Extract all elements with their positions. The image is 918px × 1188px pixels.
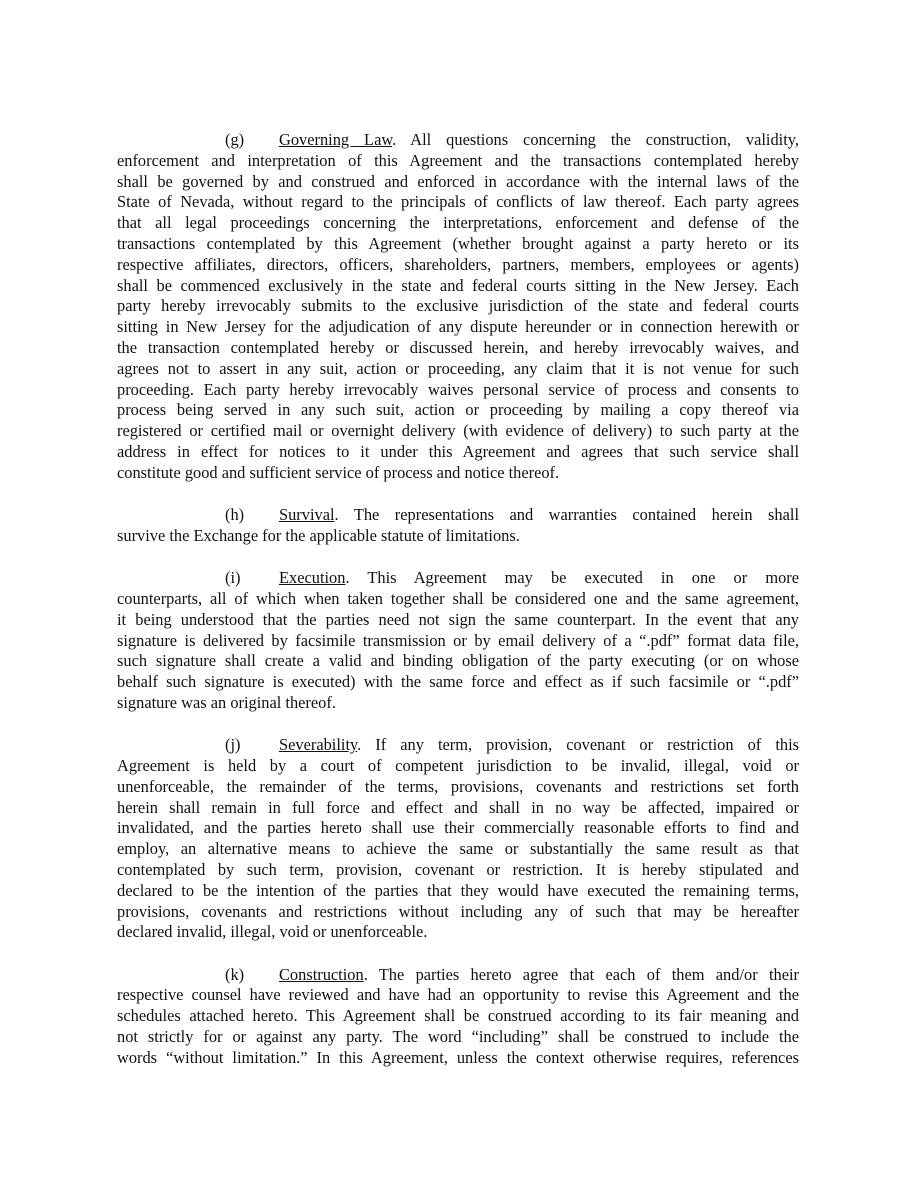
section-number: (k)	[225, 964, 245, 984]
text-line: it being understood that the parties need not sign the same counterpart. In the event that any	[117, 609, 799, 629]
text-line: declared to be the intention of the parties that they would have executed the remaining terms,	[117, 880, 799, 900]
text-line: shall be governed by and construed and enforced in accordance with the internal laws of the	[117, 171, 799, 191]
text-line: schedules attached hereto. This Agreement shall be construed according to its fair meaning and	[117, 1006, 799, 1026]
text-line: behalf such signature is executed) with the same force and effect as if such facsimile or “.pdf”	[117, 672, 799, 692]
text-line: signature was an original thereof.	[117, 692, 336, 712]
text-line: survive the Exchange for the applicable statute of limitations.	[117, 525, 520, 545]
text-line: words “without limitation.” In this Agreement, unless the context otherwise requires, references	[117, 1047, 799, 1067]
section-heading: Survival	[279, 505, 335, 525]
text-line: enforcement and interpretation of this Agreement and the transactions contemplated hereby	[117, 150, 799, 170]
text-line: herein shall remain in full force and effect and shall in no way be affected, impaired or	[117, 797, 799, 817]
text-line: signature is delivered by facsimile transmission or by email delivery of a “.pdf” format data file,	[117, 630, 799, 650]
section-j	[117, 735, 799, 943]
text-line: sitting in New Jersey for the adjudication of any dispute hereunder or in connection herewith or	[117, 317, 799, 337]
section-text: . This Agreement may be executed in one or more	[345, 568, 799, 588]
text-line: agrees not to assert in any suit, action or proceeding, any claim that it is not venue for such	[117, 358, 799, 378]
text-line: respective affiliates, directors, officers, shareholders, partners, members, employees or agents)	[117, 254, 799, 274]
text-line: contemplated by such term, provision, covenant or restriction. It is hereby stipulated and	[117, 860, 799, 879]
section-number: (j)	[225, 735, 241, 755]
text-line: registered or certified mail or overnight delivery (with evidence of delivery) to such party at the	[117, 421, 799, 441]
text-line: declared invalid, illegal, void or unenforceable.	[117, 922, 428, 942]
section-heading: Construction	[279, 964, 364, 984]
text-line: not strictly for or against any party. The word “including” shall be construed to include the	[117, 1027, 799, 1047]
section-h	[117, 505, 799, 547]
document-page	[117, 130, 799, 1090]
text-line: that all legal proceedings concerning the interpretations, enforcement and defense of the	[117, 213, 799, 233]
text-line	[117, 130, 799, 151]
text-line: such signature shall create a valid and binding obligation of the party executing (or on whose	[117, 651, 799, 671]
text-line: the transaction contemplated hereby or discussed herein, and hereby irrevocably waives, and	[117, 337, 799, 357]
text-line: counterparts, all of which when taken together shall be considered one and the same agreement,	[117, 588, 799, 608]
section-g	[117, 130, 799, 484]
section-k	[117, 965, 799, 1069]
text-line	[117, 965, 799, 986]
section-number: (h)	[225, 505, 245, 525]
section-text: . If any term, provision, covenant or restriction of this	[357, 735, 799, 755]
section-number: (g)	[225, 130, 245, 149]
section-number: (i)	[225, 568, 241, 588]
section-heading: Severability	[279, 735, 358, 755]
section-heading: Execution	[279, 568, 346, 588]
section-text: . All questions concerning the construction, validity,	[392, 130, 799, 149]
text-line: Agreement is held by a court of competent jurisdiction to be invalid, illegal, void or	[117, 756, 799, 776]
text-line: party hereby irrevocably submits to the exclusive jurisdiction of the state and federal courts	[117, 296, 799, 316]
text-line: provisions, covenants and restrictions without including any of such that may be hereafter	[117, 901, 799, 921]
text-line: unenforceable, the remainder of the terms, provisions, covenants and restrictions set forth	[117, 776, 799, 796]
text-line: transactions contemplated by this Agreement (whether brought against a party hereto or its	[117, 233, 799, 253]
text-line: State of Nevada, without regard to the principals of conflicts of law thereof. Each party agrees	[117, 192, 799, 212]
text-line	[117, 568, 799, 589]
text-line: proceeding. Each party hereby irrevocably waives personal service of process and consents to	[117, 379, 799, 399]
text-line	[117, 735, 799, 756]
text-line: invalidated, and the parties hereto shall use their commercially reasonable efforts to find and	[117, 818, 799, 838]
section-i	[117, 568, 799, 714]
section-text: . The parties hereto agree that each of them and/or their	[363, 964, 799, 984]
text-line: respective counsel have reviewed and have had an opportunity to revise this Agreement and the	[117, 985, 799, 1005]
section-text: . The representations and warranties contained herein shall	[334, 505, 799, 525]
text-line: constitute good and sufficient service of process and notice thereof.	[117, 462, 560, 482]
text-line	[117, 505, 799, 526]
text-line: employ, an alternative means to achieve the same or substantially the same result as that	[117, 839, 799, 859]
section-heading: Governing Law	[279, 130, 393, 149]
text-line: process being served in any such suit, action or proceeding by mailing a copy thereof via	[117, 400, 799, 420]
text-line: shall be commenced exclusively in the state and federal courts sitting in the New Jersey. Each	[117, 275, 799, 295]
text-line: address in effect for notices to it under this Agreement and agrees that such service shall	[117, 441, 799, 461]
